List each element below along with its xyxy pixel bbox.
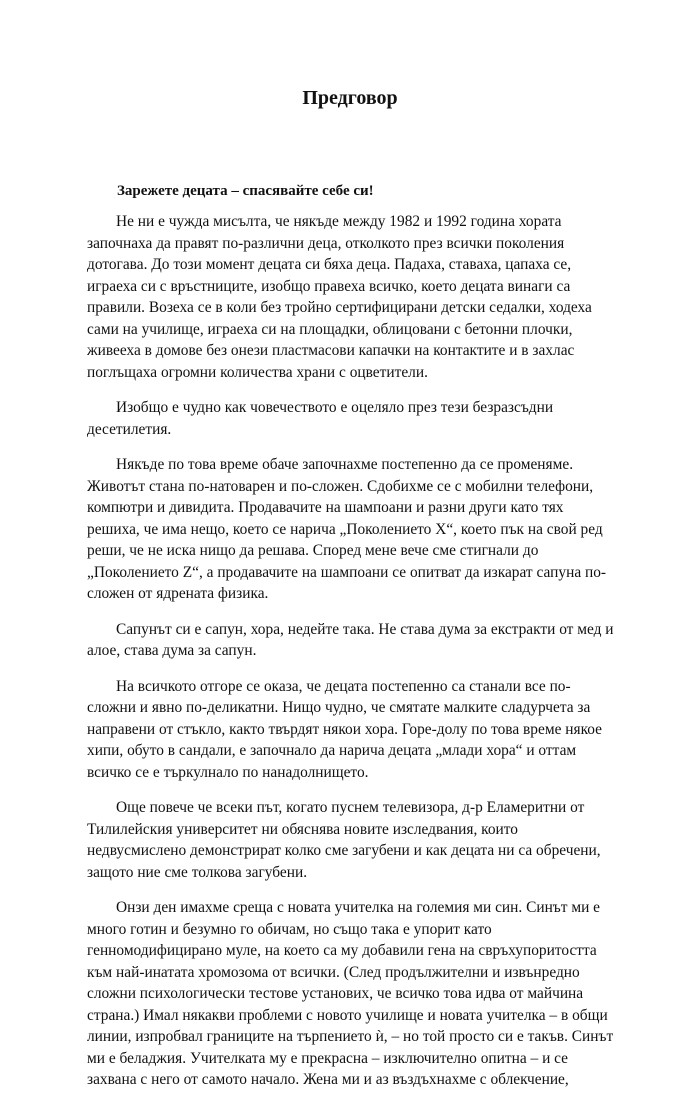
paragraph-2: Изобщо е чудно как човечеството е оцеляло през тези безразсъдни десетилетия. <box>87 399 554 438</box>
paragraph-1: Не ни е чужда мисълта, че някъде между 1982 и 1992 година хората започнаха да правят по-различни деца, отколкото през всички поколения дотогава. До този момент децата си бяха деца. Падаха, ставаха, цапаха се, играеха си с връстниците, изобщо правеха всичко, което децата винаги са правили. Возеха се в коли без тройно сертифицирани детски седалки, ходеха сами на училище, играеха си на площадки, облицовани с бетонни плочки, живееха в домове без онези пластмасови капачки на контактите и в захлас поглъщаха огромни количества храни с оцветители. <box>87 213 592 381</box>
paragraph-7: Онзи ден имахме среща с новата учителка на големия ми син. Синът ми е много готин и безумно го обичам, но също така е упорит като генномодифицирано муле, на което са му добавили гена на свръхупоритостта към най-инатата хромозома от всички. (След продължителни и извънредно сложни психологически тестове установих, че всичко това идва от майчина страна.) Имал някакви проблеми с новото училище и новата учителка – в общи линии, изпробвал границите на търпението ѝ, – но той просто си е такъв. Синът ми е беладжия. Учителката му е прекрасна – изключително опитна – и се захвана с него от самото начало. Жена ми и аз въздъхнахме с облекчение, <box>87 899 614 1088</box>
paragraph-3: Някъде по това време обаче започнахме постепенно да се променяме. Животът стана по-натоварен и по-сложен. Сдобихме се с мобилни телефони, компютри и дивидита. Продавачите на шампоани и разни други като тях решиха, че има нещо, което се нарича „Поколението X“, което пък на свой ред реши, че не иска нищо да решава. Според мене вече сме стигнали до „Поколението Z“, а продавачите на шампоани се опитват да изкарат сапуна по-сложен от ядрената физика. <box>87 456 607 602</box>
paragraph-6: Още повече че всеки път, когато пуснем телевизора, д-р Еламеритни от Тилилейския университет ни обяснява новите изследвания, които недвусмислено демонстрират колко сме загубени и как децата ни са обречени, защото ние сме толкова загубени. <box>87 799 601 881</box>
paragraph-4: Сапунът си е сапун, хора, недейте така. Не става дума за екстракти от мед и алое, става дума за сапун. <box>87 620 614 659</box>
body-text <box>87 211 618 1105</box>
page-title: Предговор <box>302 87 398 109</box>
section-subheading: Зарежете децата – спасявайте себе си! <box>117 183 374 199</box>
paragraph-5: На всичкото отгоре се оказа, че децата постепенно са станали все по-сложни и явно по-деликатни. Нищо чудно, че смятате малките сладурчета за направени от стъкло, както твърдят някои хора. Горе-долу по това време някое хипи, обуто в сандали, е започнало да нарича децата „млади хора“ и оттам всичко се е търкулнало по нанадолнището. <box>87 677 602 781</box>
